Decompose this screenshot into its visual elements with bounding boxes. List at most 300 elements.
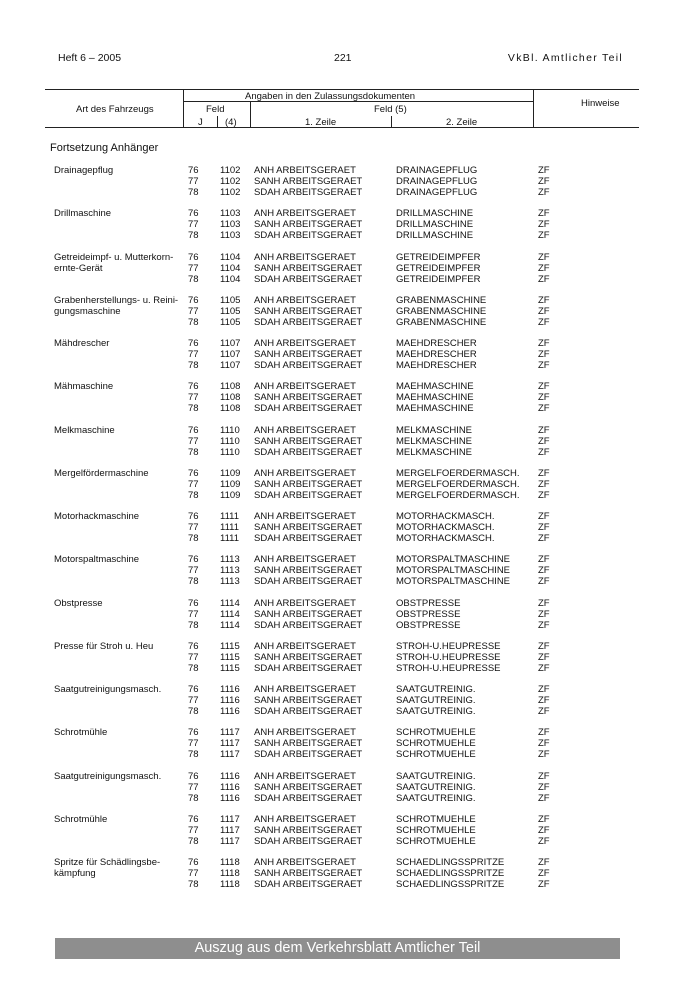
- cell-zeile2: MOTORHACKMASCH.: [396, 511, 495, 522]
- cell-feld4: 1109: [220, 478, 241, 490]
- cell-hinweise: ZF: [538, 392, 550, 404]
- cell-zeile1: ANH ARBEITSGERAET: [254, 640, 356, 652]
- cell-feld4: 1107: [220, 338, 241, 349]
- table-group: [0, 857, 700, 890]
- cell-j: 76: [188, 640, 199, 652]
- cell-feld4: 1110: [220, 435, 240, 447]
- cell-hinweise: ZF: [538, 522, 550, 533]
- cell-j: 76: [188, 251, 199, 263]
- cell-hinweise: ZF: [538, 792, 550, 804]
- table-group: [0, 381, 700, 414]
- table-row: [0, 576, 700, 587]
- cell-zeile2: SAATGUTREINIG.: [396, 792, 476, 804]
- cell-feld4: 1116: [220, 684, 240, 695]
- vehicle-type: Melkmaschine: [54, 424, 115, 436]
- table-row: [0, 836, 700, 847]
- table-group: [0, 641, 700, 674]
- cell-hinweise: ZF: [538, 727, 550, 739]
- cell-zeile2: SCHAEDLINGSSPRITZE: [396, 868, 505, 879]
- cell-zeile1: SANH ARBEITSGERAET: [254, 478, 363, 490]
- table-row: [0, 295, 700, 306]
- table-group: [0, 468, 700, 501]
- cell-zeile2: OBSTPRESSE: [396, 597, 461, 609]
- table-row: [0, 208, 700, 219]
- cell-hinweise: ZF: [538, 187, 550, 198]
- header-divider-feld: [250, 101, 251, 127]
- cell-j: 76: [188, 338, 199, 349]
- table-group: [0, 208, 700, 241]
- cell-hinweise: ZF: [538, 208, 550, 220]
- cell-zeile1: SANH ARBEITSGERAET: [254, 565, 363, 577]
- cell-hinweise: ZF: [538, 770, 550, 782]
- cell-hinweise: ZF: [538, 316, 550, 328]
- cell-zeile2: DRAINAGEPFLUG: [396, 176, 478, 187]
- cell-hinweise: ZF: [538, 868, 550, 879]
- cell-feld4: 1114: [220, 619, 240, 631]
- cell-zeile1: SDAH ARBEITSGERAET: [254, 316, 363, 328]
- cell-feld4: 1111: [220, 533, 240, 544]
- cell-zeile1: SANH ARBEITSGERAET: [254, 824, 363, 836]
- cell-zeile1: SDAH ARBEITSGERAET: [254, 576, 363, 588]
- table-row: [0, 165, 700, 176]
- cell-hinweise: ZF: [538, 360, 550, 371]
- cell-j: 77: [188, 522, 199, 533]
- cell-hinweise: ZF: [538, 511, 550, 522]
- cell-j: 77: [188, 824, 199, 836]
- cell-feld4: 1105: [220, 316, 241, 328]
- cell-hinweise: ZF: [538, 176, 550, 187]
- table-group: [0, 684, 700, 717]
- table-row: [0, 447, 700, 458]
- cell-zeile1: SANH ARBEITSGERAET: [254, 176, 363, 187]
- cell-zeile1: SDAH ARBEITSGERAET: [254, 489, 363, 501]
- cell-zeile2: MOTORSPALTMASCHINE: [396, 576, 511, 588]
- cell-hinweise: ZF: [538, 706, 550, 717]
- cell-hinweise: ZF: [538, 879, 550, 890]
- cell-feld4: 1108: [220, 381, 241, 393]
- table-group: [0, 338, 700, 371]
- cell-feld4: 1116: [220, 781, 240, 793]
- cell-zeile1: SDAH ARBEITSGERAET: [254, 230, 363, 242]
- table-group: [0, 252, 700, 285]
- cell-hinweise: ZF: [538, 349, 550, 360]
- cell-zeile2: GRABENMASCHINE: [396, 316, 487, 328]
- cell-zeile2: SAATGUTREINIG.: [396, 684, 476, 695]
- section-title: Fortsetzung Anhänger: [50, 142, 159, 154]
- cell-j: 78: [188, 273, 199, 285]
- col-zeile1: 1. Zeile: [305, 117, 337, 128]
- cell-zeile1: SDAH ARBEITSGERAET: [254, 792, 363, 804]
- cell-j: 78: [188, 403, 199, 415]
- cell-hinweise: ZF: [538, 576, 550, 588]
- cell-zeile1: ANH ARBEITSGERAET: [254, 597, 356, 609]
- vehicle-type: Obstpresse: [54, 597, 103, 609]
- cell-hinweise: ZF: [538, 424, 550, 436]
- col-feld4: (4): [225, 117, 237, 128]
- cell-j: 77: [188, 478, 199, 490]
- cell-j: 77: [188, 262, 199, 274]
- cell-zeile1: ANH ARBEITSGERAET: [254, 294, 356, 306]
- cell-j: 76: [188, 597, 199, 609]
- cell-hinweise: ZF: [538, 554, 550, 566]
- cell-feld4: 1117: [220, 749, 240, 761]
- cell-feld4: 1109: [220, 467, 241, 479]
- header-divider-j: [217, 116, 218, 127]
- cell-hinweise: ZF: [538, 251, 550, 263]
- cell-feld4: 1114: [220, 608, 240, 620]
- table-row: [0, 360, 700, 371]
- cell-hinweise: ZF: [538, 597, 550, 609]
- cell-hinweise: ZF: [538, 684, 550, 695]
- table-group: [0, 727, 700, 760]
- cell-j: 77: [188, 435, 199, 447]
- cell-zeile2: SAATGUTREINIG.: [396, 770, 476, 782]
- cell-zeile1: SDAH ARBEITSGERAET: [254, 403, 363, 415]
- cell-zeile1: ANH ARBEITSGERAET: [254, 467, 356, 479]
- vehicle-type: Grabenherstellungs- u. Reini-gungsmaschine: [54, 294, 179, 317]
- cell-feld4: 1117: [220, 835, 240, 847]
- table-row: [0, 219, 700, 230]
- cell-j: 77: [188, 305, 199, 317]
- vehicle-type: Motorspaltmaschine: [54, 554, 140, 566]
- vehicle-type: Mähdrescher: [54, 338, 110, 349]
- cell-feld4: 1117: [220, 824, 240, 836]
- cell-zeile1: SANH ARBEITSGERAET: [254, 868, 363, 879]
- vehicle-type: Schrotmühle: [54, 813, 108, 825]
- cell-feld4: 1107: [220, 349, 241, 360]
- cell-feld4: 1109: [220, 489, 241, 501]
- cell-hinweise: ZF: [538, 619, 550, 631]
- vehicle-type: Drillmaschine: [54, 208, 112, 220]
- cell-zeile1: ANH ARBEITSGERAET: [254, 770, 356, 782]
- cell-feld4: 1105: [220, 305, 241, 317]
- cell-feld4: 1113: [220, 565, 240, 577]
- cell-hinweise: ZF: [538, 695, 550, 706]
- cell-hinweise: ZF: [538, 403, 550, 415]
- cell-zeile2: STROH-U.HEUPRESSE: [396, 662, 501, 674]
- cell-hinweise: ZF: [538, 651, 550, 663]
- table-row: [0, 522, 700, 533]
- cell-zeile2: MAEHMASCHINE: [396, 381, 474, 393]
- table-group: [0, 295, 700, 328]
- cell-zeile2: MERGELFOERDERMASCH.: [396, 489, 520, 501]
- vehicle-type: Motorhackmaschine: [54, 511, 140, 522]
- cell-hinweise: ZF: [538, 662, 550, 674]
- cell-zeile2: SCHROTMUEHLE: [396, 738, 476, 750]
- cell-j: 78: [188, 792, 199, 804]
- table-group: [0, 165, 700, 198]
- cell-j: 78: [188, 446, 199, 458]
- cell-feld4: 1105: [220, 294, 241, 306]
- table-row: [0, 620, 700, 631]
- table-row: [0, 403, 700, 414]
- cell-zeile2: STROH-U.HEUPRESSE: [396, 640, 501, 652]
- cell-j: 78: [188, 662, 199, 674]
- cell-zeile2: MAEHDRESCHER: [396, 349, 477, 360]
- cell-feld4: 1115: [220, 651, 240, 663]
- table-row: [0, 771, 700, 782]
- table-row: [0, 436, 700, 447]
- cell-hinweise: ZF: [538, 478, 550, 490]
- cell-feld4: 1107: [220, 360, 241, 371]
- cell-j: 78: [188, 576, 199, 588]
- cell-j: 77: [188, 565, 199, 577]
- cell-zeile2: GRABENMASCHINE: [396, 305, 487, 317]
- cell-zeile1: ANH ARBEITSGERAET: [254, 813, 356, 825]
- cell-feld4: 1116: [220, 792, 240, 804]
- cell-hinweise: ZF: [538, 781, 550, 793]
- col-zeile2: 2. Zeile: [446, 117, 478, 128]
- cell-hinweise: ZF: [538, 294, 550, 306]
- cell-zeile2: MERGELFOERDERMASCH.: [396, 478, 520, 490]
- cell-zeile2: GRABENMASCHINE: [396, 294, 487, 306]
- table-row: [0, 663, 700, 674]
- cell-feld4: 1102: [220, 176, 241, 187]
- cell-zeile1: SDAH ARBEITSGERAET: [254, 273, 363, 285]
- cell-zeile2: STROH-U.HEUPRESSE: [396, 651, 501, 663]
- cell-zeile1: SANH ARBEITSGERAET: [254, 435, 363, 447]
- cell-j: 78: [188, 533, 199, 544]
- cell-zeile1: SDAH ARBEITSGERAET: [254, 835, 363, 847]
- table-group: [0, 771, 700, 804]
- table-row: [0, 306, 700, 317]
- cell-zeile2: SAATGUTREINIG.: [396, 706, 476, 717]
- cell-hinweise: ZF: [538, 738, 550, 750]
- cell-zeile2: DRILLMASCHINE: [396, 208, 474, 220]
- cell-zeile1: ANH ARBEITSGERAET: [254, 727, 356, 739]
- vehicle-type: Getreideimpf- u. Mutterkorn-ernte-Gerät: [54, 251, 174, 274]
- cell-j: 78: [188, 619, 199, 631]
- header-divider-art: [183, 89, 184, 127]
- cell-feld4: 1103: [220, 208, 241, 220]
- cell-zeile1: SANH ARBEITSGERAET: [254, 349, 363, 360]
- cell-zeile1: ANH ARBEITSGERAET: [254, 511, 356, 522]
- cell-zeile1: SDAH ARBEITSGERAET: [254, 879, 363, 890]
- cell-feld4: 1104: [220, 251, 241, 263]
- cell-zeile1: SDAH ARBEITSGERAET: [254, 706, 363, 717]
- cell-j: 77: [188, 651, 199, 663]
- cell-zeile1: SANH ARBEITSGERAET: [254, 392, 363, 404]
- cell-j: 76: [188, 381, 199, 393]
- vehicle-type: Schrotmühle: [54, 727, 108, 739]
- cell-zeile1: ANH ARBEITSGERAET: [254, 251, 356, 263]
- cell-zeile2: OBSTPRESSE: [396, 619, 461, 631]
- cell-zeile1: ANH ARBEITSGERAET: [254, 684, 356, 695]
- cell-feld4: 1108: [220, 392, 241, 404]
- table-row: [0, 598, 700, 609]
- vehicle-type: Mähmaschine: [54, 381, 114, 393]
- cell-j: 78: [188, 879, 199, 890]
- table-row: [0, 749, 700, 760]
- table-row: [0, 641, 700, 652]
- cell-feld4: 1113: [220, 554, 240, 566]
- table-row: [0, 857, 700, 868]
- cell-zeile2: MAEHMASCHINE: [396, 392, 474, 404]
- cell-hinweise: ZF: [538, 165, 550, 176]
- cell-hinweise: ZF: [538, 262, 550, 274]
- cell-feld4: 1115: [220, 662, 240, 674]
- table-row: [0, 381, 700, 392]
- cell-zeile1: ANH ARBEITSGERAET: [254, 554, 356, 566]
- cell-zeile2: SCHAEDLINGSSPRITZE: [396, 879, 505, 890]
- cell-zeile1: SDAH ARBEITSGERAET: [254, 446, 363, 458]
- cell-feld4: 1113: [220, 576, 240, 588]
- cell-j: 78: [188, 360, 199, 371]
- cell-feld4: 1118: [220, 868, 240, 879]
- cell-hinweise: ZF: [538, 338, 550, 349]
- cell-zeile2: GETREIDEIMPFER: [396, 262, 481, 274]
- col-angaben: Angaben in den Zulassungsdokumenten: [245, 91, 416, 102]
- col-j: J: [198, 117, 203, 128]
- cell-hinweise: ZF: [538, 230, 550, 242]
- cell-j: 76: [188, 813, 199, 825]
- cell-hinweise: ZF: [538, 273, 550, 285]
- cell-feld4: 1118: [220, 857, 240, 868]
- header-divider-hinweise: [533, 89, 534, 127]
- cell-zeile2: SCHROTMUEHLE: [396, 824, 476, 836]
- table-row: [0, 176, 700, 187]
- cell-zeile1: SDAH ARBEITSGERAET: [254, 749, 363, 761]
- table-row: [0, 738, 700, 749]
- cell-hinweise: ZF: [538, 489, 550, 501]
- cell-zeile1: SANH ARBEITSGERAET: [254, 608, 363, 620]
- cell-zeile2: MOTORHACKMASCH.: [396, 533, 495, 544]
- running-header-left: Heft 6 – 2005: [58, 52, 122, 64]
- table-row: [0, 684, 700, 695]
- vehicle-type: Presse für Stroh u. Heu: [54, 640, 154, 652]
- cell-zeile2: MELKMASCHINE: [396, 424, 473, 436]
- cell-hinweise: ZF: [538, 824, 550, 836]
- cell-feld4: 1103: [220, 230, 241, 242]
- table-row: [0, 263, 700, 274]
- cell-feld4: 1102: [220, 187, 241, 198]
- cell-feld4: 1116: [220, 770, 240, 782]
- table-row: [0, 879, 700, 890]
- cell-zeile1: SANH ARBEITSGERAET: [254, 262, 363, 274]
- cell-j: 76: [188, 294, 199, 306]
- cell-j: 78: [188, 749, 199, 761]
- cell-j: 76: [188, 857, 199, 868]
- cell-feld4: 1111: [220, 522, 240, 533]
- col-hinweise: Hinweise: [581, 98, 620, 109]
- table-group: [0, 511, 700, 544]
- cell-hinweise: ZF: [538, 608, 550, 620]
- table-row: [0, 425, 700, 436]
- cell-j: 77: [188, 219, 199, 231]
- cell-zeile1: SANH ARBEITSGERAET: [254, 738, 363, 750]
- cell-zeile1: ANH ARBEITSGERAET: [254, 338, 356, 349]
- cell-j: 77: [188, 349, 199, 360]
- cell-j: 76: [188, 511, 199, 522]
- cell-hinweise: ZF: [538, 446, 550, 458]
- table-row: [0, 187, 700, 198]
- table-row: [0, 609, 700, 620]
- cell-zeile2: GETREIDEIMPFER: [396, 273, 481, 285]
- cell-hinweise: ZF: [538, 219, 550, 231]
- cell-j: 76: [188, 770, 199, 782]
- cell-hinweise: ZF: [538, 565, 550, 577]
- cell-zeile2: SCHROTMUEHLE: [396, 813, 476, 825]
- page-number: 221: [334, 52, 352, 64]
- col-feld: Feld: [206, 104, 225, 115]
- cell-j: 77: [188, 176, 199, 187]
- cell-hinweise: ZF: [538, 381, 550, 393]
- cell-hinweise: ZF: [538, 533, 550, 544]
- cell-j: 78: [188, 187, 199, 198]
- cell-hinweise: ZF: [538, 435, 550, 447]
- table-row: [0, 533, 700, 544]
- table-group: [0, 598, 700, 631]
- cell-j: 78: [188, 230, 199, 242]
- cell-zeile2: MELKMASCHINE: [396, 446, 473, 458]
- table-group: [0, 554, 700, 587]
- cell-zeile1: SANH ARBEITSGERAET: [254, 522, 363, 533]
- header-divider-zeile: [391, 116, 392, 127]
- cell-zeile2: MERGELFOERDERMASCH.: [396, 467, 520, 479]
- cell-zeile1: ANH ARBEITSGERAET: [254, 857, 356, 868]
- cell-zeile1: ANH ARBEITSGERAET: [254, 381, 356, 393]
- cell-feld4: 1110: [220, 424, 240, 436]
- table-row: [0, 782, 700, 793]
- cell-zeile2: MAEHDRESCHER: [396, 338, 477, 349]
- cell-feld4: 1117: [220, 727, 240, 739]
- cell-hinweise: ZF: [538, 813, 550, 825]
- col-feld5: Feld (5): [374, 104, 407, 115]
- table-row: [0, 230, 700, 241]
- table-row: [0, 706, 700, 717]
- cell-j: 76: [188, 727, 199, 739]
- cell-zeile1: ANH ARBEITSGERAET: [254, 165, 356, 176]
- table-row: [0, 338, 700, 349]
- cell-zeile1: SANH ARBEITSGERAET: [254, 651, 363, 663]
- cell-zeile2: DRILLMASCHINE: [396, 230, 474, 242]
- cell-zeile2: MAEHDRESCHER: [396, 360, 477, 371]
- header-top-rule: [45, 89, 639, 90]
- cell-zeile1: SDAH ARBEITSGERAET: [254, 360, 363, 371]
- cell-j: 76: [188, 165, 199, 176]
- cell-feld4: 1102: [220, 165, 241, 176]
- cell-zeile1: SANH ARBEITSGERAET: [254, 695, 363, 706]
- vehicle-type: Saatgutreinigungsmasch.: [54, 684, 162, 695]
- cell-j: 77: [188, 868, 199, 879]
- table-row: [0, 317, 700, 328]
- cell-hinweise: ZF: [538, 305, 550, 317]
- cell-zeile2: SAATGUTREINIG.: [396, 695, 476, 706]
- table-row: [0, 490, 700, 501]
- table-row: [0, 274, 700, 285]
- cell-j: 77: [188, 738, 199, 750]
- table-row: [0, 825, 700, 836]
- cell-feld4: 1117: [220, 738, 240, 750]
- cell-feld4: 1104: [220, 273, 241, 285]
- cell-feld4: 1108: [220, 403, 241, 415]
- table-row: [0, 554, 700, 565]
- table-row: [0, 468, 700, 479]
- cell-j: 77: [188, 608, 199, 620]
- cell-feld4: 1103: [220, 219, 241, 231]
- table-row: [0, 695, 700, 706]
- cell-zeile2: SCHROTMUEHLE: [396, 727, 476, 739]
- cell-feld4: 1118: [220, 879, 240, 890]
- table-group: [0, 814, 700, 847]
- cell-zeile2: DRILLMASCHINE: [396, 219, 474, 231]
- table-group: [0, 425, 700, 458]
- table-row: [0, 349, 700, 360]
- cell-feld4: 1117: [220, 813, 240, 825]
- cell-feld4: 1110: [220, 446, 240, 458]
- cell-zeile2: SCHROTMUEHLE: [396, 749, 476, 761]
- cell-feld4: 1114: [220, 597, 240, 609]
